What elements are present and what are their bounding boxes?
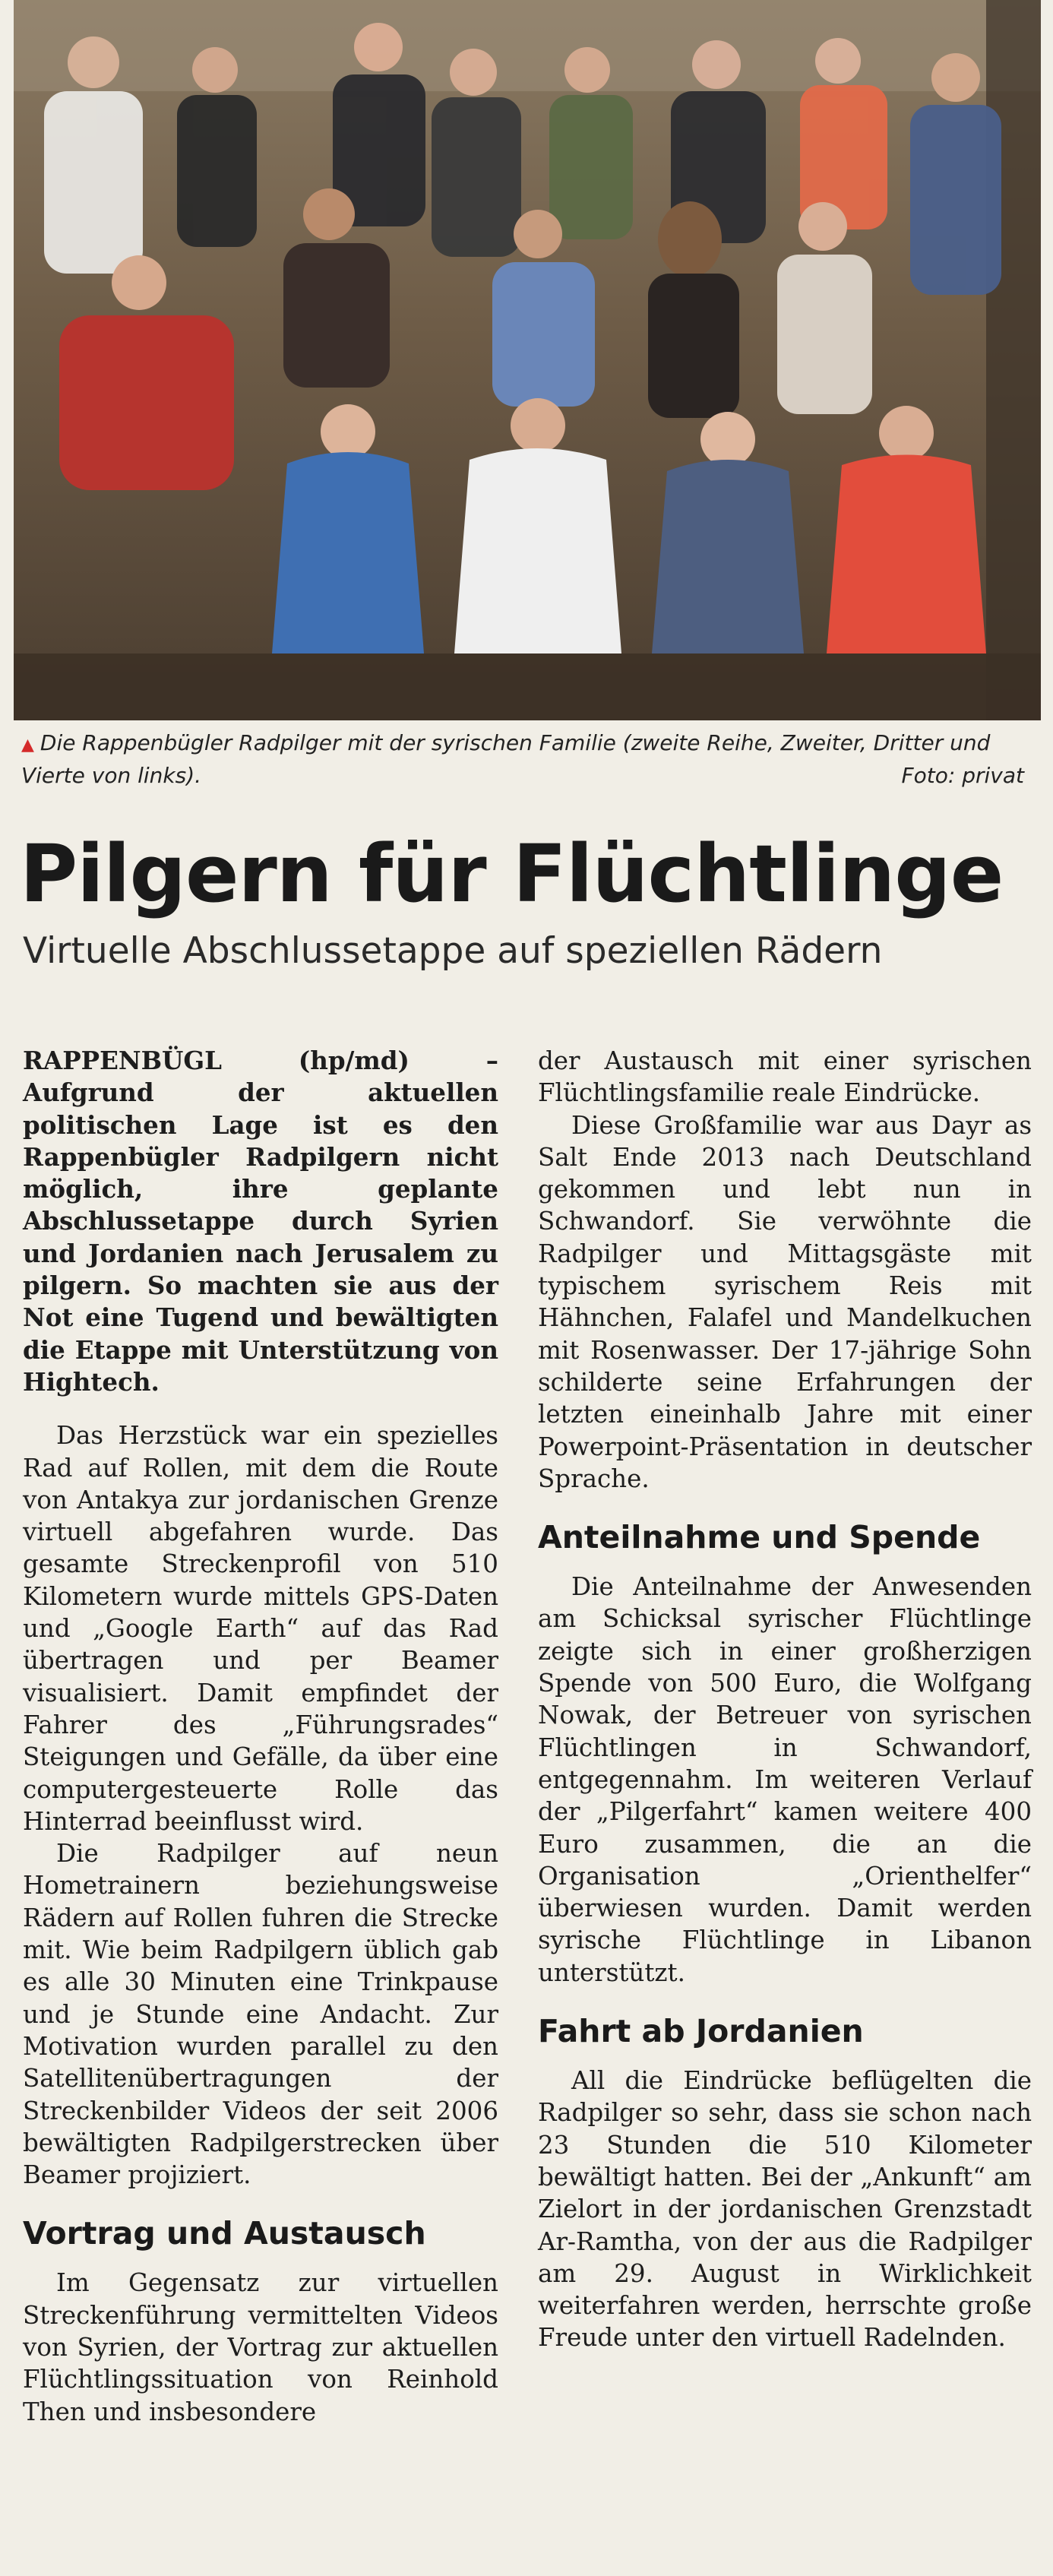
body-paragraph: Das Herzstück war ein spezielles Rad auf Rollen, mit dem die Route von Antakya zur jordanischen Grenze virtuell abgefahren wurde. Das gesamte Streckenprofil von 510 Kilometern wurde mittels GPS-Daten und „Google Earth“ auf das Rad übertragen und per Beamer visualisiert. Damit empfindet der Fahrer des „Führungsrades“ Steigungen und Gefälle, da über eine computergesteuerte Rolle das Hinterrad beeinflusst wird. [23,1421,498,1836]
photo-caption [21,728,1024,791]
group-photo [14,0,1041,720]
subheadline: Virtuelle Abschlussetappe auf speziellen Rädern [23,930,883,972]
body-paragraph: Im Gegensatz zur virtuellen Streckenführung vermittelten Videos von Syrien, der Vortrag zur aktuellen Flüchtlingssituation von Reinhold Then und insbesondere [23,2268,498,2426]
body-paragraph: All die Eindrücke beflügelten die Radpilger so sehr, dass sie schon nach 23 Stunden die 510 Kilometer bewältigt hatten. Bei der „Ankunft“ am Zielort in der jordanischen Grenzstadt Ar-Ramtha, von der aus die Radpilger am 29. August in Wirklichkeit weiterfahren werden, herrschte große Freude unter den virtuell Radelnden. [538,2066,1032,2353]
body-paragraph: Die Anteilnahme der Anwesenden am Schicksal syrischer Flüchtlinge zeigte sich in einer großherzigen Spende von 500 Euro, die Wolfgang Nowak, der Betreuer von syrischen Flüchtlingen in Schwandorf, entgegennahm. Im weiteren Verlauf der „Pilgerfahrt“ kamen weitere 400 Euro zusammen, die an die Organisation „Orienthelfer“ überwiesen wurden. Damit werden syrische Flüchtlinge in Libanon unterstützt. [538,1572,1032,1987]
photo-credit: Foto: privat [901,763,1024,788]
body-paragraph: der Austausch mit einer syrischen Flüchtlingsfamilie reale Eindrücke. [538,1046,1032,1108]
headline: Pilgern für Flüchtlinge [20,828,1004,920]
subheading: Fahrt ab Jordanien [538,2013,864,2050]
subheading: Anteilnahme und Spende [538,1519,981,1556]
caption-text: Die Rappenbügler Radpilger mit der syrischen Familie (zweite Reihe, Zweiter, Dritter und Vierte von links). [21,730,991,788]
triangle-marker-icon: ▲ [21,736,34,755]
left-column [23,1045,498,2428]
right-column [538,1045,1032,2354]
group-photo-image [14,0,1041,720]
body-paragraph: Die Radpilger auf neun Hometrainern beziehungsweise Rädern auf Rollen fuhren die Strecke mit. Wie beim Radpilgern üblich gab es alle 30 Minuten eine Trinkpause und je Stunde eine Andacht. Zur Motivation wurden parallel zu den Satellitenübertragungen der Streckenbilder Videos der seit 2006 bewältigten Radpilgerstrecken über Beamer projiziert. [23,1839,498,2190]
subheading: Vortrag und Austausch [23,2215,426,2252]
lead-paragraph: RAPPENBÜGL (hp/md) – Aufgrund der aktuellen politischen Lage ist es den Rappenbügler Radpilgern nicht möglich, ihre geplante Abschlussetappe durch Syrien und Jordanien nach Jerusalem zu pilgern. So machten sie aus der Not eine Tugend und bewältigten die Etappe mit Unterstützung von Hightech. [23,1046,498,1397]
body-paragraph: Diese Großfamilie war aus Dayr as Salt Ende 2013 nach Deutschland gekommen und lebt nun in Schwandorf. Sie verwöhnte die Radpilger und Mittagsgäste mit typischem syrischem Reis mit Hähnchen, Falafel und Mandelkuchen mit Rosenwasser. Der 17-jährige Sohn schilderte seine Erfahrungen der letzten eineinhalb Jahre mit einer Powerpoint-Präsentation in deutscher Sprache. [538,1110,1032,1493]
